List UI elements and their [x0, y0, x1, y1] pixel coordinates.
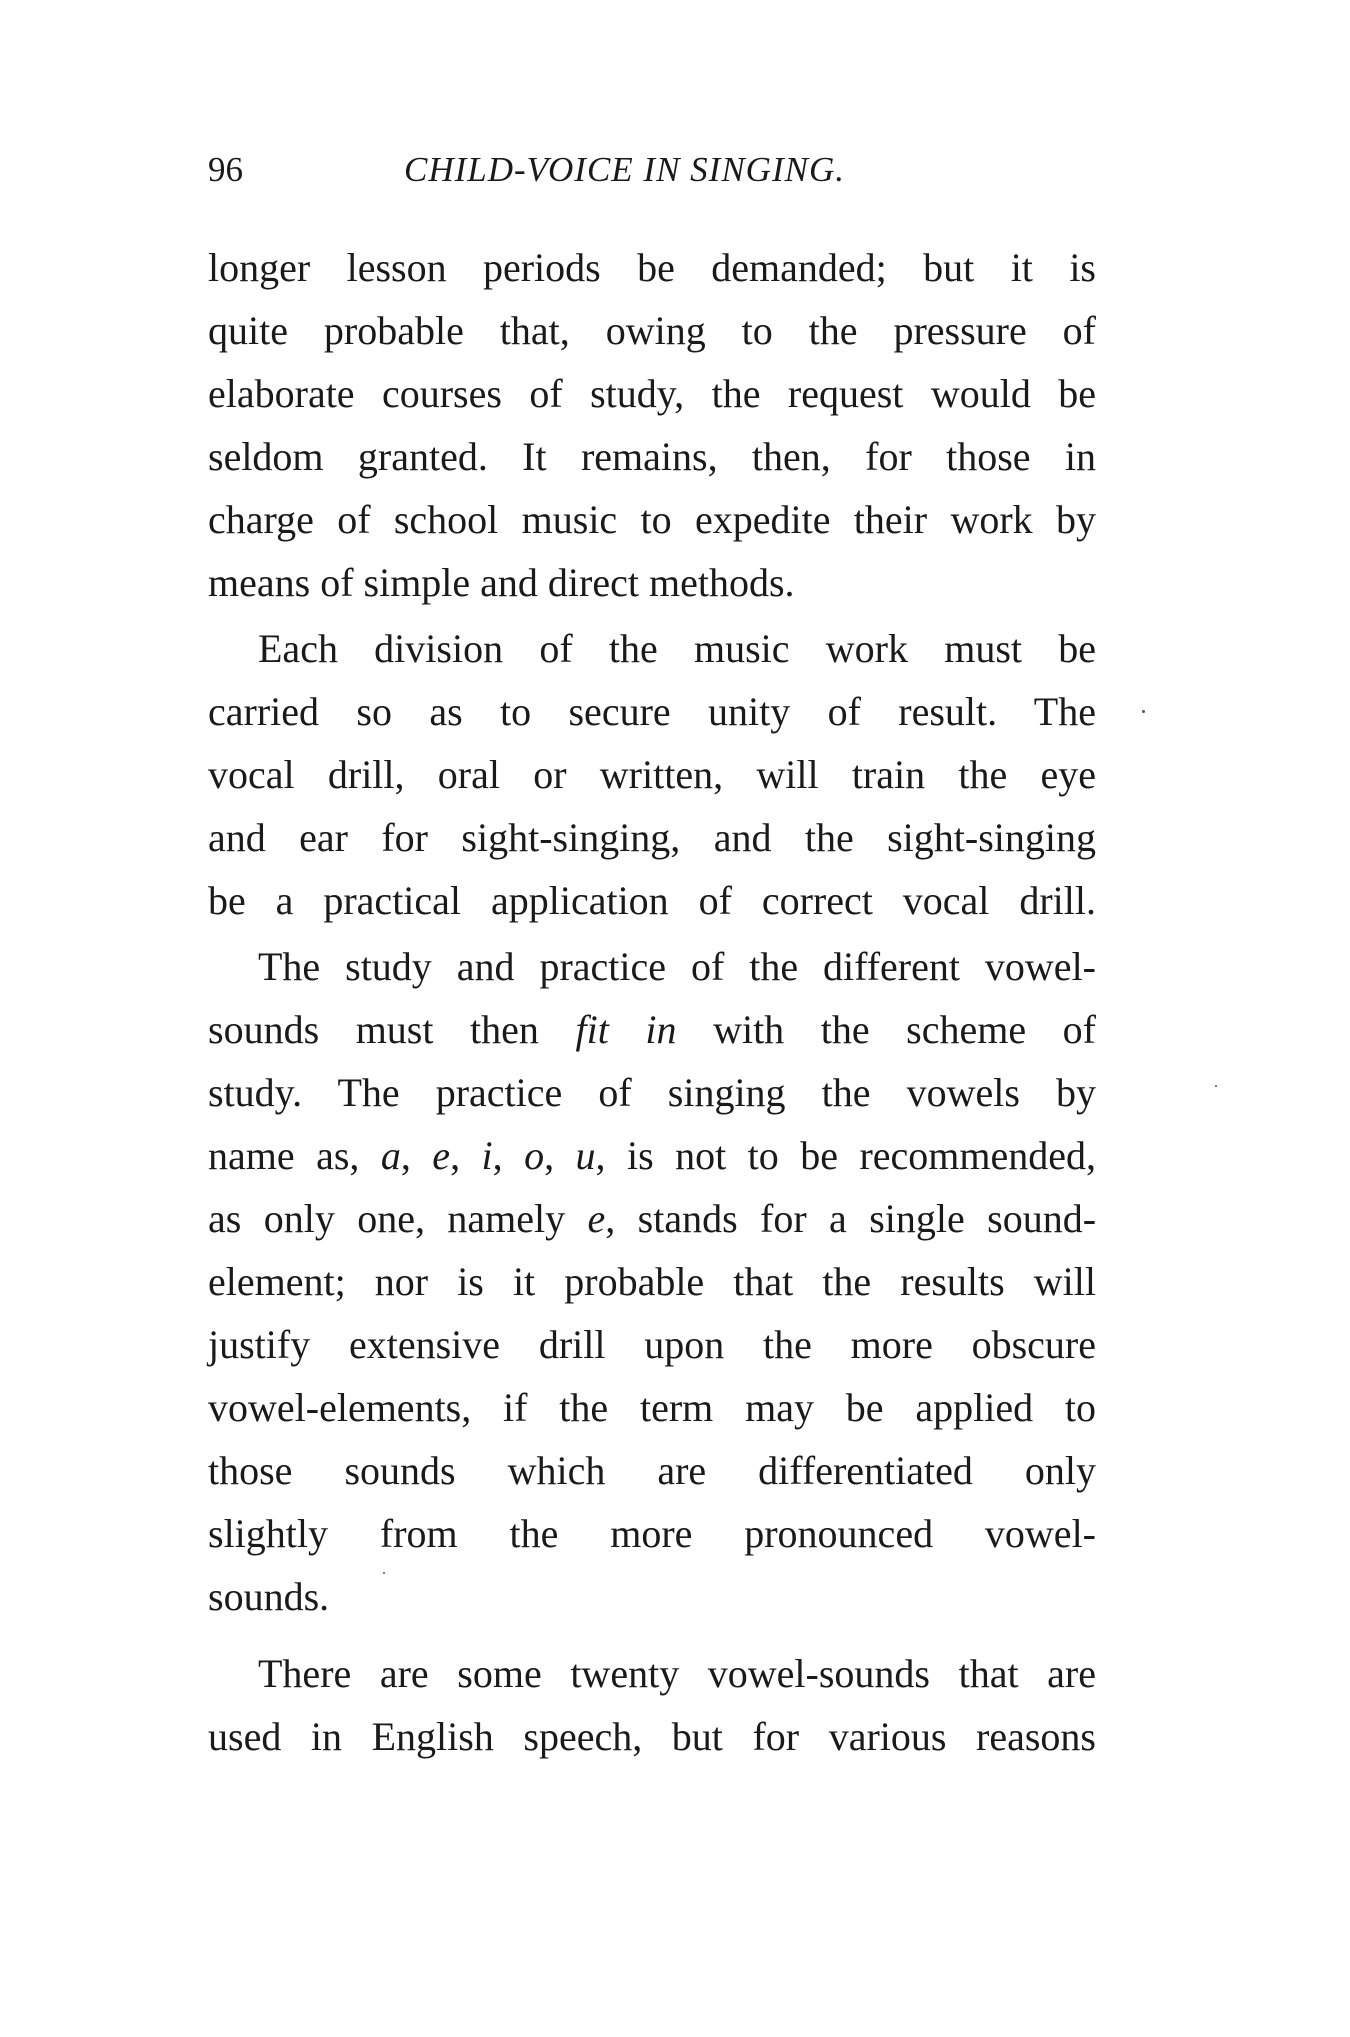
text-line: The study and practice of the different vowel- — [258, 944, 1096, 989]
paragraph-4 — [208, 1642, 1096, 1768]
italic-phrase: fit in — [575, 1007, 677, 1052]
text-line: longer lesson periods be demanded; but it is — [208, 245, 1096, 290]
running-title: CHILD-VOICE IN SINGING. — [404, 150, 845, 189]
page-number: 96 — [208, 150, 243, 189]
text-line: study. The practice of singing the vowels by — [208, 1070, 1096, 1115]
text-line: There are some twenty vowel-sounds that are — [258, 1651, 1096, 1696]
text-line: slightly from the more pronounced vowel- — [208, 1511, 1096, 1556]
scan-speck — [383, 1572, 385, 1574]
text-line: those sounds which are differentiated only — [208, 1448, 1096, 1493]
vowel-e: e — [432, 1133, 451, 1178]
text-run: sounds must then — [208, 1007, 576, 1052]
text-line: carried so as to secure unity of result. The — [208, 689, 1096, 734]
vowel-o: o — [524, 1133, 545, 1178]
text-line: justify extensive drill upon the more obscure — [208, 1322, 1096, 1367]
body-text — [208, 236, 1096, 1768]
scan-speck — [1142, 710, 1145, 713]
text-line: vocal drill, oral or written, will train the eye — [208, 752, 1096, 797]
italic-letter: e — [587, 1196, 606, 1241]
paragraph-2 — [208, 617, 1096, 932]
paragraph-3 — [208, 935, 1096, 1628]
text-line: vowel-elements, if the term may be applied to — [208, 1385, 1096, 1430]
text-line: be a practical application of correct vocal drill. — [208, 878, 1096, 923]
paragraph-1 — [208, 236, 1096, 614]
text-line: name as, a, e, i, o, u, is not to be recommended, — [208, 1133, 1097, 1178]
text-run: , is not to be recommended, — [595, 1133, 1097, 1178]
text-run: with the scheme of — [676, 1007, 1096, 1052]
text-line: seldom granted. It remains, then, for those in — [208, 434, 1096, 479]
text-line: elaborate courses of study, the request would be — [208, 371, 1096, 416]
vowel-a: a — [380, 1133, 401, 1178]
text-run: as only one, namely — [208, 1196, 588, 1241]
text-run: name as, — [208, 1133, 381, 1178]
text-line: and ear for sight-singing, and the sight-singing — [208, 815, 1096, 860]
text-line: charge of school music to expedite their work by — [208, 497, 1096, 542]
text-line: Each division of the music work must be — [258, 626, 1096, 671]
text-line: used in English speech, but for various reasons — [208, 1714, 1096, 1759]
text-line: sounds. — [208, 1574, 330, 1619]
text-run: , stands for a single sound- — [605, 1196, 1097, 1241]
text-line: means of simple and direct methods. — [208, 560, 795, 605]
text-line — [208, 1187, 1096, 1250]
vowel-i: i — [481, 1133, 493, 1178]
text-line: quite probable that, owing to the pressure of — [208, 308, 1096, 353]
running-head — [208, 150, 1108, 190]
text-line — [208, 998, 1096, 1061]
scan-speck — [1215, 1085, 1217, 1087]
vowel-u: u — [575, 1133, 596, 1178]
text-line: element; nor is it probable that the results will — [208, 1259, 1096, 1304]
